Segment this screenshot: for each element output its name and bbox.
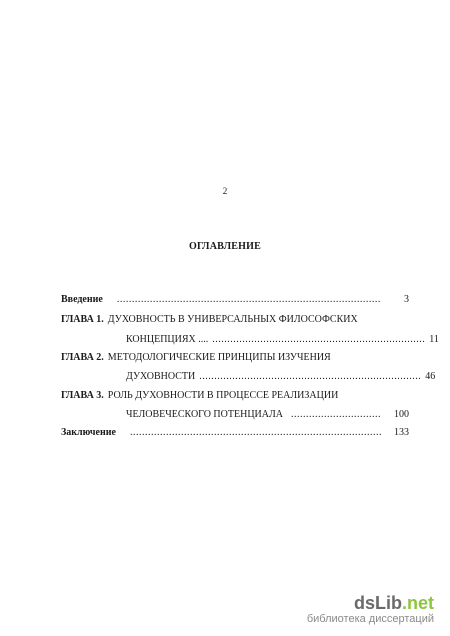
toc-heading: ОГЛАВЛЕНИЕ: [189, 241, 261, 252]
watermark: [307, 594, 434, 625]
toc-ch2-title-line1: МЕТОДОЛОГИЧЕСКИЕ ПРИНЦИПЫ ИЗУЧЕНИЯ: [107, 352, 331, 363]
toc-ch1-title-line2: КОНЦЕПЦИЯХ ....: [126, 334, 209, 345]
toc-ch2-line1: [61, 352, 331, 363]
toc-ch2-dots: ..........................................................................: [199, 371, 422, 382]
toc-ch2-prefix: ГЛАВА 2.: [61, 352, 104, 363]
toc-ch1-page: 11: [429, 334, 439, 345]
watermark-logo-main: dsLib: [353, 593, 402, 613]
watermark-subtitle: библиотека диссертаций: [306, 613, 434, 625]
toc-ch3-prefix: ГЛАВА 3.: [61, 390, 104, 401]
toc-conclusion-label: Заключение: [61, 427, 116, 438]
toc-ch3-dots: ..............................: [290, 409, 381, 420]
watermark-logo-accent: .net: [401, 593, 434, 613]
page-number: 2: [222, 186, 228, 196]
toc-ch3-page: 100: [394, 409, 409, 420]
toc-ch2-page: 46: [425, 371, 436, 382]
toc-ch1-dots: .......................................................................: [212, 334, 426, 345]
toc-ch3-line2: [126, 409, 409, 420]
toc-intro-label: Введение: [61, 294, 103, 305]
toc-entry-conclusion: [61, 427, 409, 438]
toc-conclusion-page: 133: [394, 427, 409, 438]
toc-entry-intro: [61, 294, 409, 305]
watermark-logo: [307, 594, 434, 612]
toc-ch2-title-line2: ДУХОВНОСТИ: [126, 371, 196, 382]
toc-ch3-line1: [61, 390, 338, 401]
toc-intro-page: 3: [404, 294, 409, 305]
toc-ch2-line2: [126, 371, 436, 382]
toc-intro-dots: ........................................................................................: [116, 294, 381, 305]
toc-ch3-title-line2: ЧЕЛОВЕЧЕСКОГО ПОТЕНЦИАЛА: [126, 409, 283, 420]
toc-conclusion-dots: ....................................................................................: [129, 427, 382, 438]
toc-ch1-title-line1: ДУХОВНОСТЬ В УНИВЕРСАЛЬНЫХ ФИЛОСОФСКИХ: [107, 314, 358, 325]
toc-ch1-line1: [61, 314, 358, 325]
toc-ch3-title-line1: РОЛЬ ДУХОВНОСТИ В ПРОЦЕССЕ РЕАЛИЗАЦИИ: [107, 390, 339, 401]
toc-ch1-line2: [126, 334, 439, 345]
toc-ch1-prefix: ГЛАВА 1.: [61, 314, 104, 325]
